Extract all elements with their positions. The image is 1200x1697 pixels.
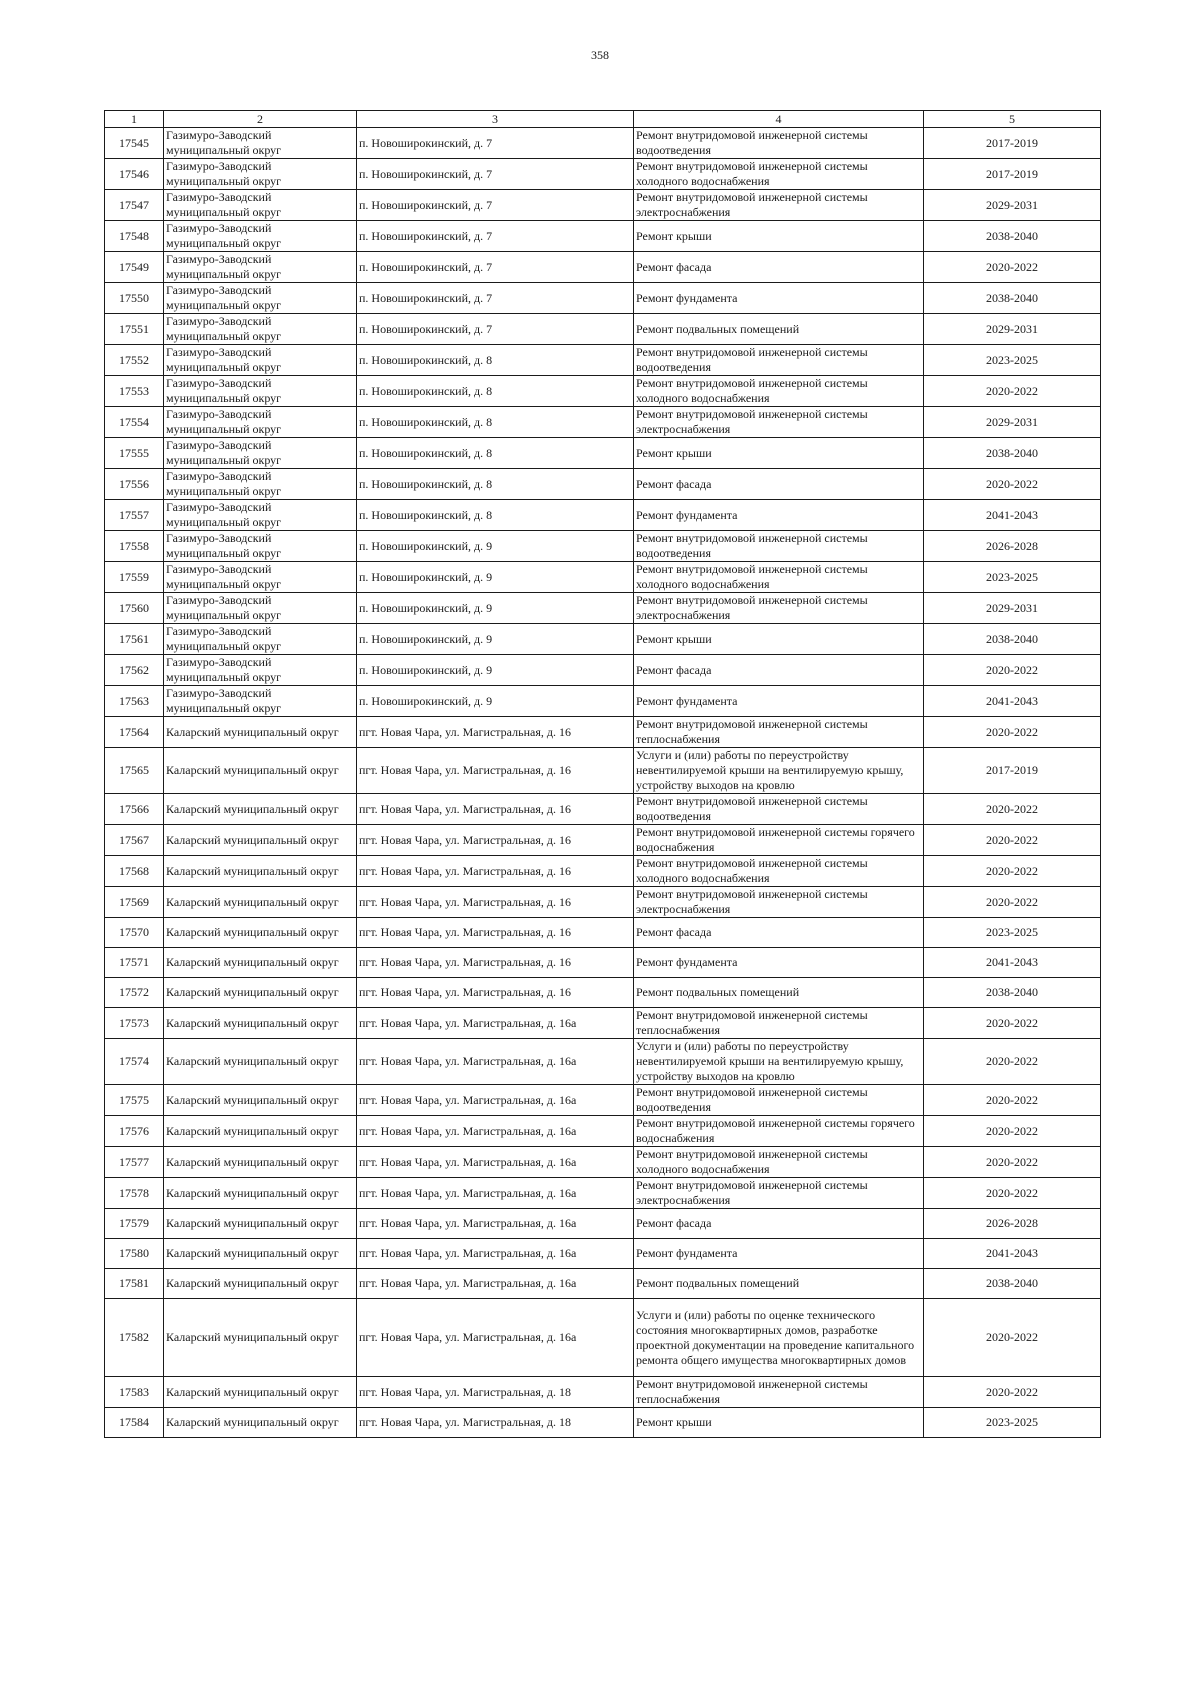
row-number-cell: 17581: [105, 1269, 164, 1299]
district-cell: Каларский муниципальный округ: [164, 1239, 357, 1269]
district-cell: Газимуро-Заводский муниципальный округ: [164, 159, 357, 190]
address-cell: п. Новоширокинский, д. 8: [357, 345, 634, 376]
period-cell: 2020-2022: [924, 717, 1101, 748]
address-cell: п. Новоширокинский, д. 9: [357, 624, 634, 655]
col-header-period: 5: [924, 111, 1101, 128]
table-row: [105, 469, 1101, 500]
table-row: [105, 1039, 1101, 1085]
period-cell: 2029-2031: [924, 314, 1101, 345]
row-number-cell: 17551: [105, 314, 164, 345]
period-cell: 2020-2022: [924, 1008, 1101, 1039]
address-cell: п. Новоширокинский, д. 9: [357, 593, 634, 624]
work-type-cell: Ремонт внутридомовой инженерной системы электроснабжения: [634, 407, 924, 438]
district-cell: Газимуро-Заводский муниципальный округ: [164, 128, 357, 159]
address-cell: п. Новоширокинский, д. 7: [357, 314, 634, 345]
district-cell: Газимуро-Заводский муниципальный округ: [164, 531, 357, 562]
period-cell: 2023-2025: [924, 345, 1101, 376]
table-row: [105, 1085, 1101, 1116]
district-cell: Каларский муниципальный округ: [164, 978, 357, 1008]
period-cell: 2023-2025: [924, 918, 1101, 948]
table-row: [105, 655, 1101, 686]
district-cell: Газимуро-Заводский муниципальный округ: [164, 345, 357, 376]
table-row: [105, 221, 1101, 252]
period-cell: 2017-2019: [924, 159, 1101, 190]
row-number-cell: 17561: [105, 624, 164, 655]
address-cell: п. Новоширокинский, д. 7: [357, 128, 634, 159]
district-cell: Каларский муниципальный округ: [164, 717, 357, 748]
district-cell: Газимуро-Заводский муниципальный округ: [164, 500, 357, 531]
work-type-cell: Ремонт внутридомовой инженерной системы холодного водоснабжения: [634, 376, 924, 407]
table-row: [105, 1239, 1101, 1269]
row-number-cell: 17554: [105, 407, 164, 438]
district-cell: Газимуро-Заводский муниципальный округ: [164, 469, 357, 500]
table-row: [105, 1377, 1101, 1408]
row-number-cell: 17559: [105, 562, 164, 593]
row-number-cell: 17578: [105, 1178, 164, 1209]
period-cell: 2026-2028: [924, 531, 1101, 562]
work-type-cell: Ремонт внутридомовой инженерной системы водоотведения: [634, 128, 924, 159]
row-number-cell: 17549: [105, 252, 164, 283]
table-row: [105, 376, 1101, 407]
work-type-cell: Ремонт внутридомовой инженерной системы электроснабжения: [634, 190, 924, 221]
address-cell: пгт. Новая Чара, ул. Магистральная, д. 16а: [357, 1239, 634, 1269]
row-number-cell: 17567: [105, 825, 164, 856]
work-type-cell: Ремонт внутридомовой инженерной системы холодного водоснабжения: [634, 562, 924, 593]
period-cell: 2020-2022: [924, 1299, 1101, 1377]
district-cell: Каларский муниципальный округ: [164, 887, 357, 918]
address-cell: п. Новоширокинский, д. 7: [357, 252, 634, 283]
address-cell: п. Новоширокинский, д. 7: [357, 159, 634, 190]
district-cell: Газимуро-Заводский муниципальный округ: [164, 624, 357, 655]
period-cell: 2017-2019: [924, 128, 1101, 159]
period-cell: 2041-2043: [924, 1239, 1101, 1269]
address-cell: п. Новоширокинский, д. 8: [357, 376, 634, 407]
work-type-cell: Ремонт внутридомовой инженерной системы холодного водоснабжения: [634, 159, 924, 190]
address-cell: пгт. Новая Чара, ул. Магистральная, д. 16а: [357, 1299, 634, 1377]
address-cell: пгт. Новая Чара, ул. Магистральная, д. 16: [357, 748, 634, 794]
period-cell: 2041-2043: [924, 500, 1101, 531]
address-cell: пгт. Новая Чара, ул. Магистральная, д. 16: [357, 978, 634, 1008]
address-cell: п. Новоширокинский, д. 9: [357, 562, 634, 593]
address-cell: пгт. Новая Чара, ул. Магистральная, д. 16а: [357, 1147, 634, 1178]
address-cell: пгт. Новая Чара, ул. Магистральная, д. 16а: [357, 1008, 634, 1039]
work-type-cell: Ремонт внутридомовой инженерной системы теплоснабжения: [634, 1008, 924, 1039]
row-number-cell: 17566: [105, 794, 164, 825]
work-type-cell: Ремонт внутридомовой инженерной системы водоотведения: [634, 1085, 924, 1116]
row-number-cell: 17558: [105, 531, 164, 562]
address-cell: пгт. Новая Чара, ул. Магистральная, д. 16: [357, 948, 634, 978]
district-cell: Каларский муниципальный округ: [164, 825, 357, 856]
address-cell: пгт. Новая Чара, ул. Магистральная, д. 16а: [357, 1209, 634, 1239]
district-cell: Каларский муниципальный округ: [164, 856, 357, 887]
table-row: [105, 345, 1101, 376]
work-type-cell: Ремонт внутридомовой инженерной системы холодного водоснабжения: [634, 1147, 924, 1178]
period-cell: 2020-2022: [924, 376, 1101, 407]
table-row: [105, 593, 1101, 624]
work-type-cell: Ремонт крыши: [634, 438, 924, 469]
row-number-cell: 17552: [105, 345, 164, 376]
district-cell: Газимуро-Заводский муниципальный округ: [164, 593, 357, 624]
district-cell: Газимуро-Заводский муниципальный округ: [164, 407, 357, 438]
period-cell: 2029-2031: [924, 190, 1101, 221]
table-row: [105, 562, 1101, 593]
row-number-cell: 17548: [105, 221, 164, 252]
page-number: 358: [591, 48, 609, 62]
work-type-cell: Ремонт фасада: [634, 252, 924, 283]
district-cell: Каларский муниципальный округ: [164, 1377, 357, 1408]
district-cell: Каларский муниципальный округ: [164, 1116, 357, 1147]
table-row: [105, 128, 1101, 159]
district-cell: Каларский муниципальный округ: [164, 1269, 357, 1299]
address-cell: пгт. Новая Чара, ул. Магистральная, д. 16а: [357, 1178, 634, 1209]
col-header-work: 4: [634, 111, 924, 128]
period-cell: 2020-2022: [924, 825, 1101, 856]
row-number-cell: 17553: [105, 376, 164, 407]
row-number-cell: 17582: [105, 1299, 164, 1377]
row-number-cell: 17556: [105, 469, 164, 500]
work-type-cell: Ремонт фундамента: [634, 500, 924, 531]
period-cell: 2020-2022: [924, 469, 1101, 500]
address-cell: п. Новоширокинский, д. 8: [357, 469, 634, 500]
district-cell: Газимуро-Заводский муниципальный округ: [164, 562, 357, 593]
table-row: [105, 1116, 1101, 1147]
period-cell: 2038-2040: [924, 978, 1101, 1008]
work-type-cell: Ремонт фундамента: [634, 686, 924, 717]
table-row: [105, 500, 1101, 531]
district-cell: Газимуро-Заводский муниципальный округ: [164, 252, 357, 283]
period-cell: 2038-2040: [924, 221, 1101, 252]
work-type-cell: Ремонт фасада: [634, 1209, 924, 1239]
table-row: [105, 624, 1101, 655]
period-cell: 2020-2022: [924, 1147, 1101, 1178]
col-header-number: 1: [105, 111, 164, 128]
period-cell: 2020-2022: [924, 1085, 1101, 1116]
row-number-cell: 17571: [105, 948, 164, 978]
work-type-cell: Ремонт подвальных помещений: [634, 978, 924, 1008]
district-cell: Каларский муниципальный округ: [164, 1178, 357, 1209]
district-cell: Газимуро-Заводский муниципальный округ: [164, 314, 357, 345]
address-cell: п. Новоширокинский, д. 7: [357, 221, 634, 252]
district-cell: Каларский муниципальный округ: [164, 1085, 357, 1116]
address-cell: п. Новоширокинский, д. 9: [357, 531, 634, 562]
work-type-cell: Услуги и (или) работы по переустройству невентилируемой крыши на вентилируемую крышу, устройству выходов на кровлю: [634, 748, 924, 794]
period-cell: 2029-2031: [924, 593, 1101, 624]
address-cell: п. Новоширокинский, д. 8: [357, 438, 634, 469]
table-row: [105, 856, 1101, 887]
period-cell: 2038-2040: [924, 438, 1101, 469]
address-cell: пгт. Новая Чара, ул. Магистральная, д. 18: [357, 1408, 634, 1438]
address-cell: п. Новоширокинский, д. 8: [357, 500, 634, 531]
period-cell: 2023-2025: [924, 562, 1101, 593]
row-number-cell: 17565: [105, 748, 164, 794]
address-cell: пгт. Новая Чара, ул. Магистральная, д. 16а: [357, 1116, 634, 1147]
table-row: [105, 686, 1101, 717]
district-cell: Газимуро-Заводский муниципальный округ: [164, 283, 357, 314]
table-row: [105, 1178, 1101, 1209]
district-cell: Каларский муниципальный округ: [164, 1299, 357, 1377]
work-type-cell: Ремонт внутридомовой инженерной системы холодного водоснабжения: [634, 856, 924, 887]
address-cell: пгт. Новая Чара, ул. Магистральная, д. 16: [357, 918, 634, 948]
row-number-cell: 17572: [105, 978, 164, 1008]
row-number-cell: 17564: [105, 717, 164, 748]
work-type-cell: Ремонт внутридомовой инженерной системы электроснабжения: [634, 1178, 924, 1209]
period-cell: 2020-2022: [924, 1377, 1101, 1408]
table-row: [105, 918, 1101, 948]
table-row: [105, 531, 1101, 562]
work-type-cell: Ремонт внутридомовой инженерной системы электроснабжения: [634, 887, 924, 918]
district-cell: Газимуро-Заводский муниципальный округ: [164, 190, 357, 221]
table-row: [105, 252, 1101, 283]
table-body: [105, 128, 1101, 1438]
work-type-cell: Ремонт внутридомовой инженерной системы горячего водоснабжения: [634, 1116, 924, 1147]
table-row: [105, 717, 1101, 748]
period-cell: 2017-2019: [924, 748, 1101, 794]
address-cell: пгт. Новая Чара, ул. Магистральная, д. 16а: [357, 1085, 634, 1116]
row-number-cell: 17568: [105, 856, 164, 887]
row-number-cell: 17555: [105, 438, 164, 469]
district-cell: Каларский муниципальный округ: [164, 1209, 357, 1239]
table-row: [105, 407, 1101, 438]
table-row: [105, 1147, 1101, 1178]
table-row: [105, 794, 1101, 825]
work-type-cell: Ремонт крыши: [634, 221, 924, 252]
period-cell: 2026-2028: [924, 1209, 1101, 1239]
address-cell: п. Новоширокинский, д. 9: [357, 655, 634, 686]
col-header-district: 2: [164, 111, 357, 128]
period-cell: 2020-2022: [924, 887, 1101, 918]
row-number-cell: 17563: [105, 686, 164, 717]
work-type-cell: Ремонт внутридомовой инженерной системы теплоснабжения: [634, 717, 924, 748]
table-row: [105, 948, 1101, 978]
table-row: [105, 887, 1101, 918]
work-type-cell: Ремонт внутридомовой инженерной системы водоотведения: [634, 794, 924, 825]
table-row: [105, 1209, 1101, 1239]
period-cell: 2020-2022: [924, 252, 1101, 283]
work-type-cell: Ремонт фасада: [634, 918, 924, 948]
work-type-cell: Ремонт крыши: [634, 1408, 924, 1438]
district-cell: Газимуро-Заводский муниципальный округ: [164, 655, 357, 686]
work-type-cell: Ремонт внутридомовой инженерной системы водоотведения: [634, 531, 924, 562]
work-type-cell: Ремонт крыши: [634, 624, 924, 655]
district-cell: Каларский муниципальный округ: [164, 794, 357, 825]
table-row: [105, 314, 1101, 345]
district-cell: Каларский муниципальный округ: [164, 1039, 357, 1085]
period-cell: 2041-2043: [924, 948, 1101, 978]
row-number-cell: 17546: [105, 159, 164, 190]
district-cell: Каларский муниципальный округ: [164, 1147, 357, 1178]
district-cell: Каларский муниципальный округ: [164, 918, 357, 948]
address-cell: пгт. Новая Чара, ул. Магистральная, д. 16а: [357, 1269, 634, 1299]
row-number-cell: 17570: [105, 918, 164, 948]
work-type-cell: Ремонт внутридомовой инженерной системы теплоснабжения: [634, 1377, 924, 1408]
district-cell: Каларский муниципальный округ: [164, 948, 357, 978]
address-cell: пгт. Новая Чара, ул. Магистральная, д. 16: [357, 856, 634, 887]
period-cell: 2020-2022: [924, 1116, 1101, 1147]
table-row: [105, 1299, 1101, 1377]
row-number-cell: 17583: [105, 1377, 164, 1408]
period-cell: 2038-2040: [924, 624, 1101, 655]
address-cell: п. Новоширокинский, д. 9: [357, 686, 634, 717]
table-row: [105, 159, 1101, 190]
address-cell: пгт. Новая Чара, ул. Магистральная, д. 18: [357, 1377, 634, 1408]
row-number-cell: 17575: [105, 1085, 164, 1116]
address-cell: пгт. Новая Чара, ул. Магистральная, д. 16а: [357, 1039, 634, 1085]
work-type-cell: Ремонт подвальных помещений: [634, 314, 924, 345]
table-row: [105, 1408, 1101, 1438]
district-cell: Газимуро-Заводский муниципальный округ: [164, 438, 357, 469]
work-type-cell: Ремонт фундамента: [634, 948, 924, 978]
district-cell: Газимуро-Заводский муниципальный округ: [164, 686, 357, 717]
district-cell: Каларский муниципальный округ: [164, 748, 357, 794]
row-number-cell: 17569: [105, 887, 164, 918]
row-number-cell: 17580: [105, 1239, 164, 1269]
row-number-cell: 17545: [105, 128, 164, 159]
address-cell: п. Новоширокинский, д. 7: [357, 283, 634, 314]
period-cell: 2023-2025: [924, 1408, 1101, 1438]
work-type-cell: Ремонт внутридомовой инженерной системы водоотведения: [634, 345, 924, 376]
table-row: [105, 748, 1101, 794]
row-number-cell: 17560: [105, 593, 164, 624]
table-row: [105, 825, 1101, 856]
header-row: [105, 111, 1101, 128]
period-cell: 2041-2043: [924, 686, 1101, 717]
row-number-cell: 17579: [105, 1209, 164, 1239]
table-row: [105, 1269, 1101, 1299]
period-cell: 2020-2022: [924, 1039, 1101, 1085]
row-number-cell: 17576: [105, 1116, 164, 1147]
row-number-cell: 17577: [105, 1147, 164, 1178]
row-number-cell: 17584: [105, 1408, 164, 1438]
address-cell: п. Новоширокинский, д. 8: [357, 407, 634, 438]
table-row: [105, 978, 1101, 1008]
table-row: [105, 1008, 1101, 1039]
work-type-cell: Ремонт фасада: [634, 655, 924, 686]
work-type-cell: Ремонт внутридомовой инженерной системы горячего водоснабжения: [634, 825, 924, 856]
district-cell: Газимуро-Заводский муниципальный округ: [164, 221, 357, 252]
row-number-cell: 17574: [105, 1039, 164, 1085]
row-number-cell: 17557: [105, 500, 164, 531]
address-cell: пгт. Новая Чара, ул. Магистральная, д. 16: [357, 717, 634, 748]
work-type-cell: Ремонт фундамента: [634, 283, 924, 314]
district-cell: Каларский муниципальный округ: [164, 1408, 357, 1438]
period-cell: 2038-2040: [924, 1269, 1101, 1299]
district-cell: Газимуро-Заводский муниципальный округ: [164, 376, 357, 407]
table-row: [105, 190, 1101, 221]
address-cell: пгт. Новая Чара, ул. Магистральная, д. 16: [357, 794, 634, 825]
period-cell: 2029-2031: [924, 407, 1101, 438]
table-row: [105, 438, 1101, 469]
repair-schedule-table: [104, 110, 1101, 1438]
period-cell: 2020-2022: [924, 856, 1101, 887]
address-cell: пгт. Новая Чара, ул. Магистральная, д. 16: [357, 825, 634, 856]
table-row: [105, 283, 1101, 314]
period-cell: 2020-2022: [924, 655, 1101, 686]
period-cell: 2020-2022: [924, 794, 1101, 825]
address-cell: пгт. Новая Чара, ул. Магистральная, д. 16: [357, 887, 634, 918]
period-cell: 2020-2022: [924, 1178, 1101, 1209]
work-type-cell: Ремонт фундамента: [634, 1239, 924, 1269]
row-number-cell: 17550: [105, 283, 164, 314]
work-type-cell: Услуги и (или) работы по переустройству невентилируемой крыши на вентилируемую крышу, устройству выходов на кровлю: [634, 1039, 924, 1085]
col-header-address: 3: [357, 111, 634, 128]
work-type-cell: Услуги и (или) работы по оценке технического состояния многоквартирных домов, разработке проектной документации на проведение капитального ремонта общего имущества многоквартирных домов: [634, 1299, 924, 1377]
row-number-cell: 17547: [105, 190, 164, 221]
work-type-cell: Ремонт фасада: [634, 469, 924, 500]
work-type-cell: Ремонт внутридомовой инженерной системы электроснабжения: [634, 593, 924, 624]
work-type-cell: Ремонт подвальных помещений: [634, 1269, 924, 1299]
row-number-cell: 17562: [105, 655, 164, 686]
period-cell: 2038-2040: [924, 283, 1101, 314]
address-cell: п. Новоширокинский, д. 7: [357, 190, 634, 221]
row-number-cell: 17573: [105, 1008, 164, 1039]
district-cell: Каларский муниципальный округ: [164, 1008, 357, 1039]
